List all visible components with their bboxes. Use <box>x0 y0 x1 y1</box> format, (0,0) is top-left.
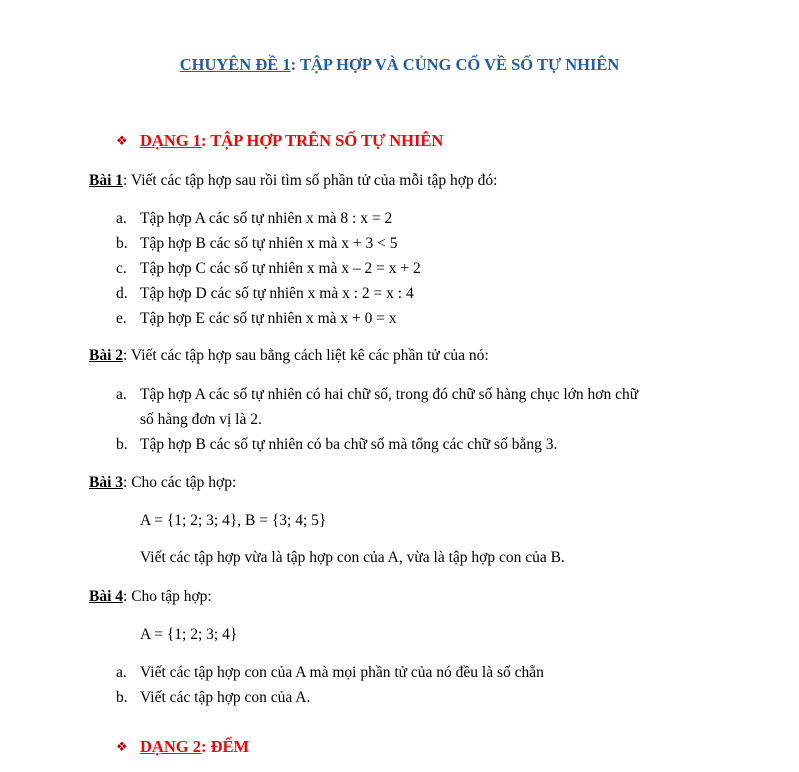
exercise-text: : Viết các tập hợp sau bằng cách liệt kê các phần tử của nó: <box>123 347 489 364</box>
list-marker: c. <box>116 260 127 277</box>
list-item <box>116 285 414 303</box>
set-definition: A = {1; 2; 3; 4}, B = {3; 4; 5} <box>140 512 327 529</box>
list-marker: e. <box>116 310 127 327</box>
list-item <box>116 689 310 707</box>
list-marker: b. <box>116 689 128 706</box>
list-item-text: Tập hợp E các số tự nhiên x mà x + 0 = x <box>140 310 397 327</box>
list-item <box>116 664 544 682</box>
list-item-text: Tập hợp C các số tự nhiên x mà x – 2 = x + 2 <box>140 260 421 277</box>
section-label: DẠNG 2 <box>140 737 201 756</box>
exercise-label: Bài 2 <box>89 347 124 364</box>
exercise-label: Bài 3 <box>89 474 124 491</box>
set-definition: A = {1; 2; 3; 4} <box>140 626 238 643</box>
list-item-text: Viết các tập hợp con của A mà mọi phần tử của nó đều là số chẵn <box>140 664 544 681</box>
section-heading-1 <box>116 131 443 151</box>
list-item-text: Tập hợp A các số tự nhiên có hai chữ số, trong đó chữ số hàng chục lớn hơn chữ <box>140 386 639 403</box>
list-item-text: Tập hợp B các số tự nhiên x mà x + 3 < 5 <box>140 235 398 252</box>
list-marker: d. <box>116 285 128 302</box>
section-heading-2 <box>116 737 249 757</box>
exercise-label: Bài 4 <box>89 588 124 605</box>
exercise-text: : Cho các tập hợp: <box>123 474 237 491</box>
exercise-3-prompt <box>89 474 236 492</box>
diamond-bullet-icon: ❖ <box>116 740 128 755</box>
list-marker: a. <box>116 386 127 403</box>
exercise-2-prompt <box>89 347 489 365</box>
title-rest: : TẬP HỢP VÀ CỦNG CỐ VỀ SỐ TỰ NHIÊN <box>290 55 620 74</box>
list-marker: b. <box>116 235 128 252</box>
list-item-continuation: số hàng đơn vị là 2. <box>140 411 262 428</box>
exercise-1-prompt <box>89 172 497 190</box>
section-title: : ĐẾM <box>200 737 250 756</box>
list-marker: a. <box>116 664 127 681</box>
list-item <box>116 260 421 278</box>
list-marker: a. <box>116 210 127 227</box>
exercise-task: Viết các tập hợp vừa là tập hợp con của A, vừa là tập hợp con của B. <box>140 549 565 566</box>
list-item-text: Tập hợp B các số tự nhiên có ba chữ số mà tổng các chữ số bằng 3. <box>140 436 558 453</box>
diamond-bullet-icon: ❖ <box>116 134 128 149</box>
exercise-text: : Cho tập hợp: <box>123 588 212 605</box>
document-title <box>0 55 799 75</box>
list-item <box>116 310 397 328</box>
exercise-label: Bài 1 <box>89 172 124 189</box>
exercise-4-prompt <box>89 588 212 606</box>
list-item-text: Tập hợp D các số tự nhiên x mà x : 2 = x : 4 <box>140 285 414 302</box>
list-item <box>116 235 398 253</box>
section-label: DẠNG 1 <box>140 131 201 150</box>
list-item-text: Tập hợp A các số tự nhiên x mà 8 : x = 2 <box>140 210 393 227</box>
title-prefix: CHUYÊN ĐỀ 1 <box>179 55 291 74</box>
list-item <box>116 386 638 404</box>
section-title: : TẬP HỢP TRÊN SỐ TỰ NHIÊN <box>200 131 444 150</box>
list-item <box>116 210 392 228</box>
exercise-text: : Viết các tập hợp sau rồi tìm số phần tử của mỗi tập hợp đó: <box>123 172 498 189</box>
list-marker: b. <box>116 436 128 453</box>
list-item-text: Viết các tập hợp con của A. <box>140 689 311 706</box>
list-item <box>116 436 557 454</box>
